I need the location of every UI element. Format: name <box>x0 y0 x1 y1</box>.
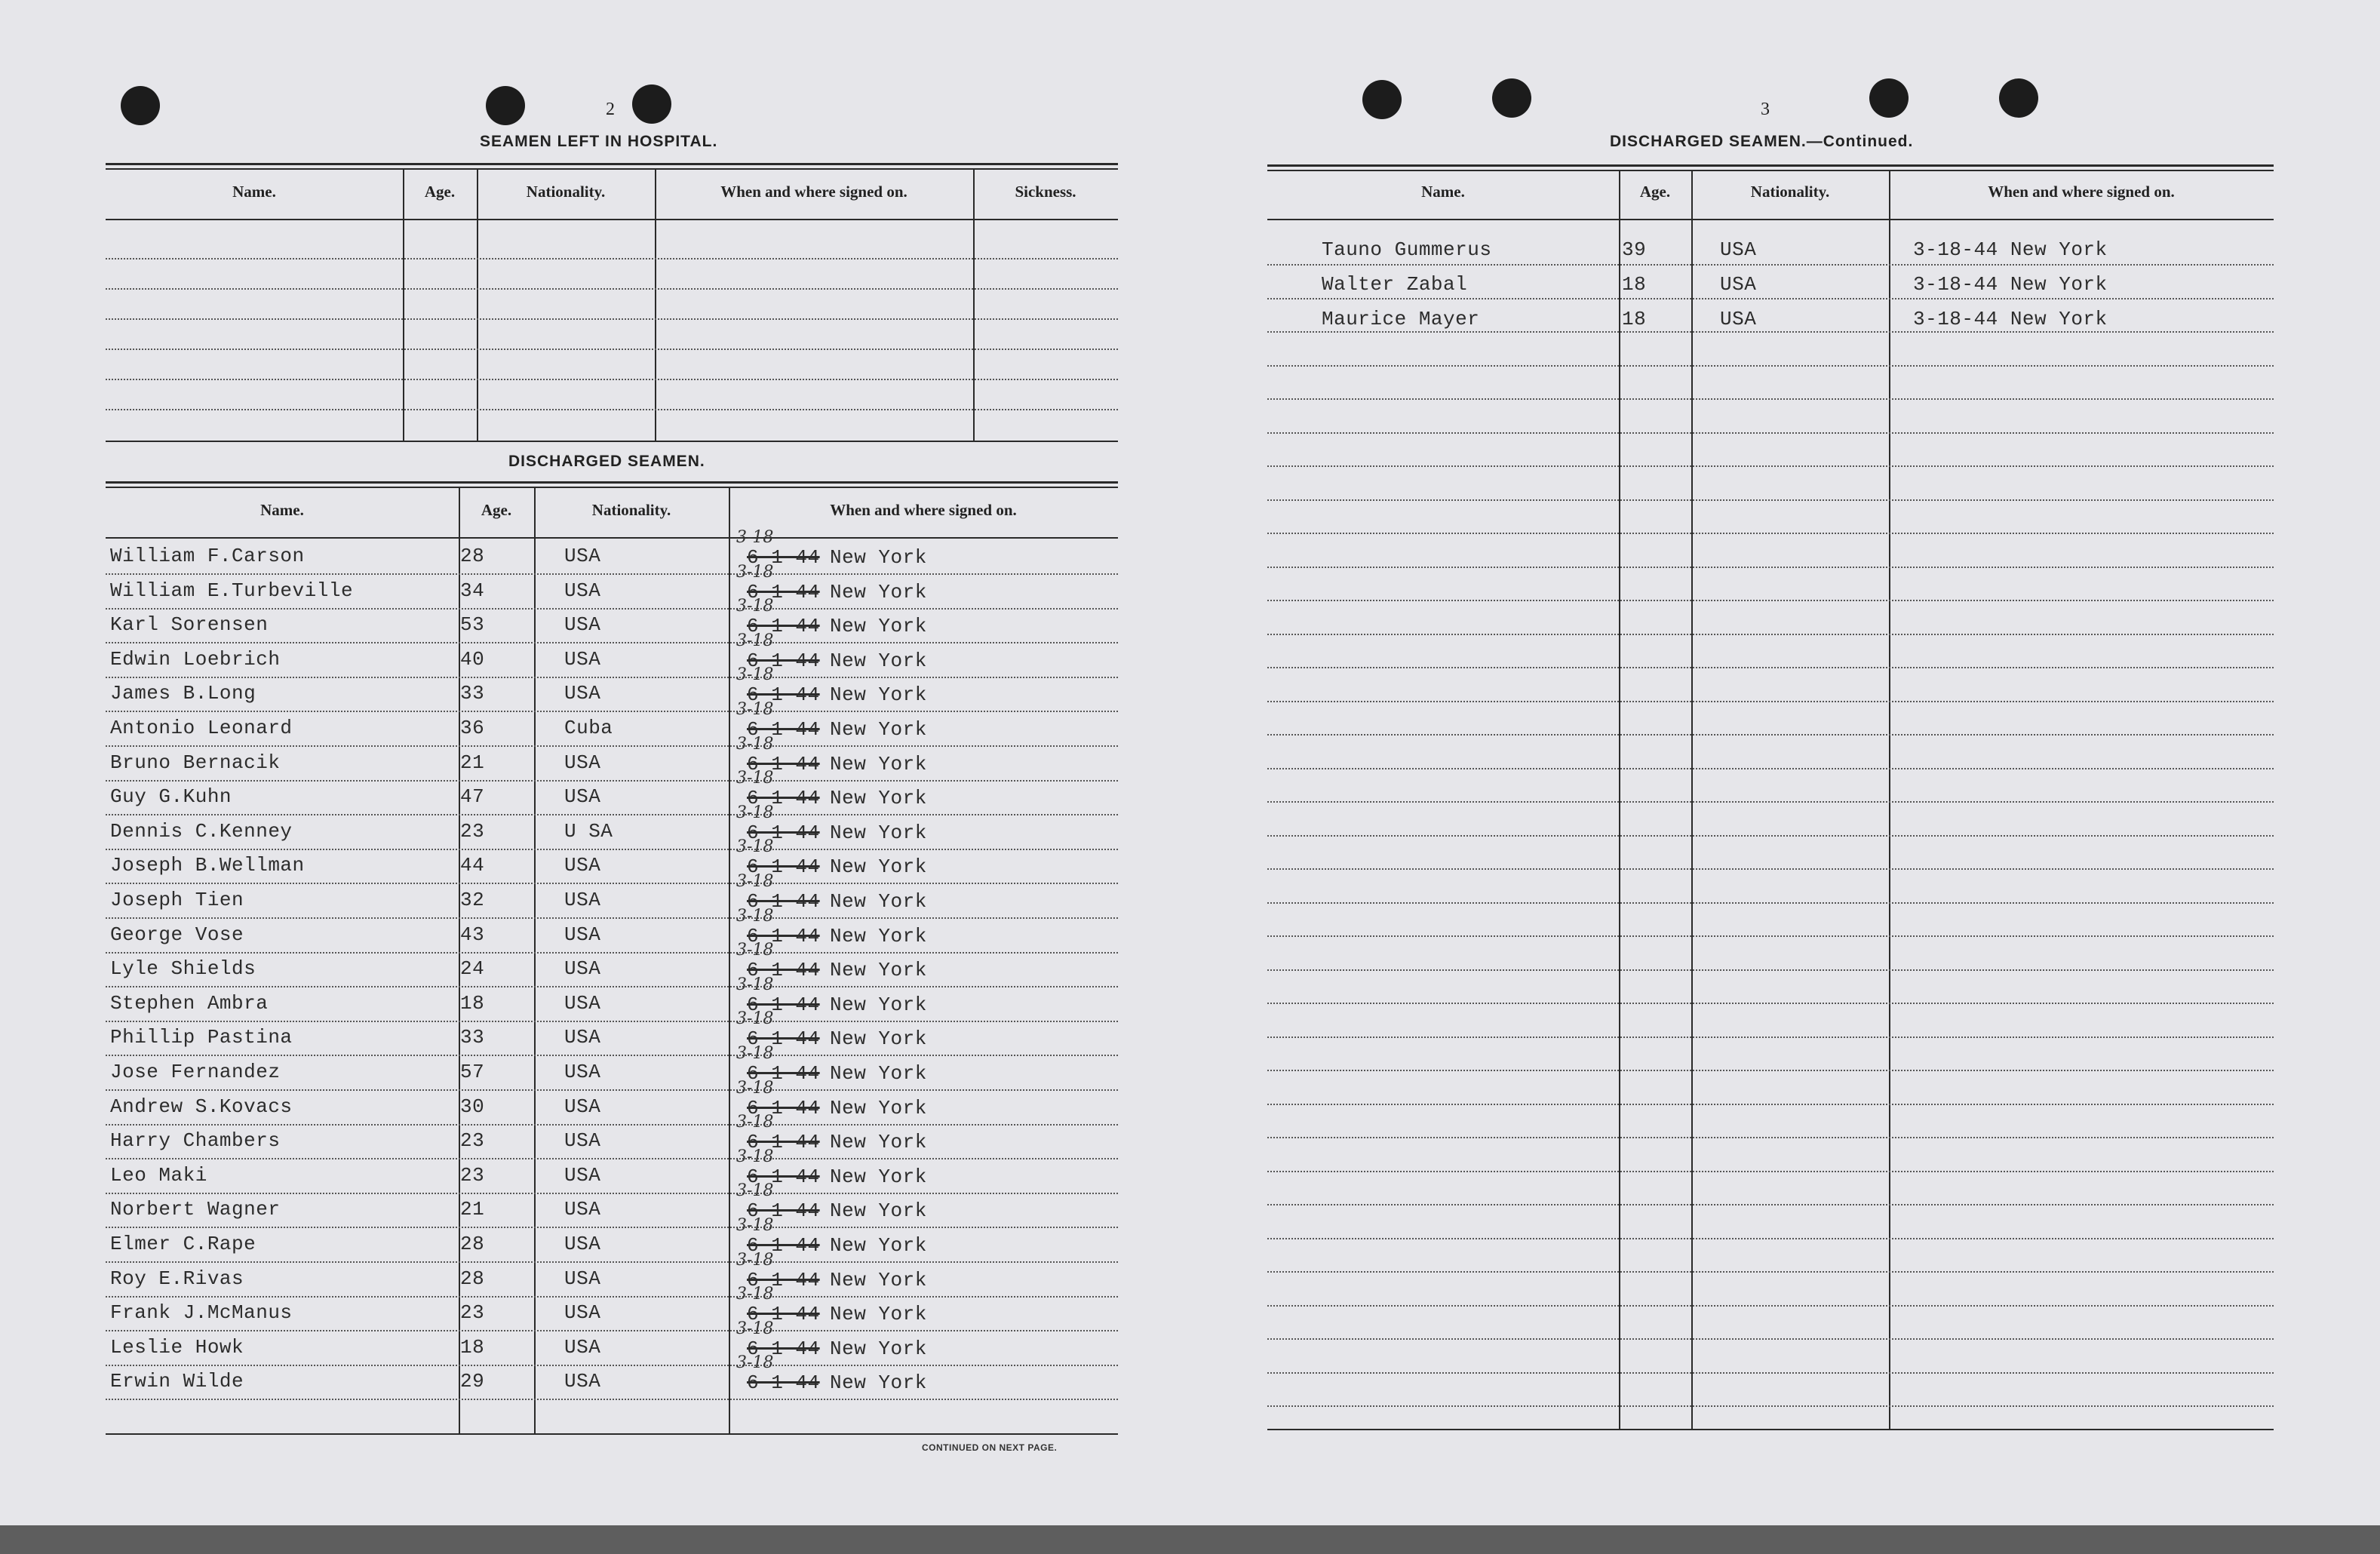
dotted-rule <box>106 883 1118 884</box>
seaman-age: 18 <box>1622 308 1647 330</box>
punch-hole <box>486 86 525 125</box>
handwritten-date: 3-18 <box>736 1009 774 1029</box>
handwritten-date: 3-18 <box>736 837 774 857</box>
seaman-nationality: USA <box>564 647 601 671</box>
struck-date: 6-1-44 <box>747 1131 820 1154</box>
seaman-age: 39 <box>1622 238 1647 261</box>
signed-place: New York <box>830 1234 927 1257</box>
dotted-rule <box>1267 1171 2274 1172</box>
handwritten-date: 3-18 <box>736 631 774 650</box>
dotted-rule <box>1267 331 2274 333</box>
signed-place: New York <box>830 1199 927 1223</box>
right-col-name: Name. <box>1421 183 1465 201</box>
right-col-signed: When and where signed on. <box>1988 183 2175 201</box>
dotted-rule <box>1267 432 2274 434</box>
seaman-name: William E.Turbeville <box>110 579 354 602</box>
handwritten-date: 3-18 <box>736 734 774 754</box>
dotted-rule <box>106 780 1118 782</box>
seaman-age: 21 <box>460 1198 485 1221</box>
dotted-rule <box>1267 398 2274 400</box>
seaman-nationality: USA <box>564 682 601 705</box>
dotted-rule <box>106 814 1118 815</box>
dotted-rule <box>1267 868 2274 870</box>
page-number-right: 3 <box>1761 100 1770 119</box>
dotted-rule <box>1267 298 2274 299</box>
seaman-nationality: USA <box>564 751 601 774</box>
signed-place: New York <box>830 580 927 603</box>
seaman-name: Norbert Wagner <box>110 1198 281 1221</box>
signed-place: New York <box>830 821 927 844</box>
column-rule <box>1691 170 1693 1429</box>
dotted-rule <box>106 1021 1118 1022</box>
seaman-name: George Vose <box>110 923 244 946</box>
dotted-rule <box>106 711 1118 712</box>
punch-hole <box>1869 78 1909 118</box>
dotted-rule <box>1267 734 2274 736</box>
seaman-name: James B.Long <box>110 682 256 705</box>
seaman-nationality: USA <box>564 1026 601 1049</box>
dotted-rule <box>1267 902 2274 904</box>
column-rule <box>655 168 656 441</box>
signed-place: New York <box>830 718 927 741</box>
continued-section-title: DISCHARGED SEAMEN.—Continued. <box>1610 133 1914 150</box>
punch-hole <box>1492 78 1531 118</box>
dotted-rule <box>1267 533 2274 534</box>
handwritten-date: 3-18 <box>736 1044 774 1063</box>
dotted-rule <box>1267 701 2274 702</box>
dotted-rule <box>106 1193 1118 1194</box>
seaman-name: Leo Maki <box>110 1163 207 1187</box>
seaman-age: 47 <box>460 785 485 809</box>
struck-date: 6-1-44 <box>747 924 820 947</box>
struck-date: 6-1-44 <box>747 752 820 775</box>
seaman-name: Dennis C.Kenney <box>110 819 293 843</box>
handwritten-date: 3-18 <box>736 1319 774 1338</box>
seaman-name: William F.Carson <box>110 545 305 567</box>
seaman-nationality: USA <box>564 1267 601 1290</box>
discharged-col-age: Age. <box>481 501 512 519</box>
dotted-rule <box>106 379 1118 380</box>
column-rule <box>477 168 478 441</box>
signed-place: New York <box>830 683 927 707</box>
signed-place: New York <box>830 1027 927 1051</box>
seaman-nationality: USA <box>564 889 601 911</box>
signed-place: New York <box>830 993 927 1016</box>
seaman-age: 53 <box>460 613 485 637</box>
seaman-age: 23 <box>460 1301 485 1325</box>
right-col-nationality: Nationality. <box>1750 183 1830 201</box>
discharged-col-signed: When and where signed on. <box>830 501 1017 519</box>
seaman-nationality: USA <box>564 1370 601 1393</box>
dotted-rule <box>1267 935 2274 937</box>
seaman-age: 36 <box>460 717 485 739</box>
handwritten-date: 3-18 <box>736 1216 774 1235</box>
seaman-nationality: USA <box>1720 308 1757 330</box>
signed-place: New York <box>830 615 927 638</box>
signed-place: New York <box>830 546 927 569</box>
struck-date: 6-1-44 <box>747 580 820 603</box>
seaman-nationality: USA <box>564 545 601 567</box>
seaman-name: Elmer C.Rape <box>110 1233 256 1255</box>
seaman-nationality: USA <box>564 957 601 981</box>
seaman-name: Frank J.McManus <box>110 1301 293 1325</box>
struck-date: 6-1-44 <box>747 1268 820 1291</box>
column-rule <box>534 487 536 1433</box>
punch-hole <box>121 86 160 125</box>
dotted-rule <box>1267 1405 2274 1407</box>
punch-hole <box>632 84 671 124</box>
seaman-name: Guy G.Kuhn <box>110 785 232 809</box>
dotted-rule <box>106 1296 1118 1298</box>
struck-date: 6-1-44 <box>747 1303 820 1326</box>
seaman-name: Edwin Loebrich <box>110 647 281 671</box>
seaman-age: 33 <box>460 682 485 705</box>
seaman-nationality: USA <box>564 785 601 809</box>
seaman-age: 33 <box>460 1026 485 1049</box>
hospital-col-age: Age. <box>424 183 456 201</box>
struck-date: 6-1-44 <box>747 1027 820 1051</box>
dotted-rule <box>1267 969 2274 971</box>
dotted-rule <box>1267 365 2274 367</box>
signed-place: New York <box>830 1337 927 1360</box>
seaman-name: Walter Zabal <box>1322 273 1468 296</box>
dotted-rule <box>1267 801 2274 803</box>
hospital-col-sickness: Sickness. <box>1015 183 1076 201</box>
dotted-rule <box>106 409 1118 410</box>
seaman-age: 40 <box>460 647 485 671</box>
dotted-rule <box>106 1055 1118 1056</box>
struck-date: 6-1-44 <box>747 959 820 982</box>
dotted-rule <box>106 258 1118 260</box>
handwritten-date: 3-18 <box>736 872 774 891</box>
seaman-nationality: USA <box>564 923 601 946</box>
continued-note: CONTINUED ON NEXT PAGE. <box>922 1442 1058 1453</box>
discharged-col-name: Name. <box>260 501 304 519</box>
handwritten-date: 3-18 <box>736 700 774 719</box>
signed-place: New York <box>830 855 927 879</box>
seaman-nationality: USA <box>564 991 601 1015</box>
seaman-name: Bruno Bernacik <box>110 751 281 774</box>
seaman-nationality: USA <box>564 1095 601 1118</box>
signed-place: New York <box>830 1062 927 1085</box>
dotted-rule <box>106 986 1118 987</box>
seaman-name: Lyle Shields <box>110 957 256 981</box>
dotted-rule <box>1267 1070 2274 1071</box>
punch-hole <box>1999 78 2038 118</box>
seaman-age: 18 <box>460 1335 485 1359</box>
seaman-nationality: USA <box>1720 273 1757 296</box>
dotted-rule <box>106 608 1118 610</box>
dotted-rule <box>1267 1271 2274 1273</box>
hospital-col-name: Name. <box>232 183 276 201</box>
dotted-rule <box>1267 1204 2274 1205</box>
seaman-age: 32 <box>460 889 485 911</box>
dotted-rule <box>1267 264 2274 266</box>
column-rule <box>403 168 404 441</box>
dotted-rule <box>1267 465 2274 467</box>
hospital-section-title: SEAMEN LEFT IN HOSPITAL. <box>480 133 718 150</box>
seaman-age: 23 <box>460 819 485 843</box>
dotted-rule <box>1267 1137 2274 1138</box>
seaman-age: 18 <box>1622 273 1647 296</box>
seaman-age: 24 <box>460 957 485 981</box>
signed-date-place: 3-18-44 New York <box>1913 238 2108 261</box>
seaman-age: 28 <box>460 1267 485 1290</box>
dotted-rule <box>106 1261 1118 1263</box>
seaman-age: 29 <box>460 1370 485 1393</box>
seaman-age: 21 <box>460 751 485 774</box>
dotted-rule <box>106 952 1118 954</box>
signed-place: New York <box>830 1371 927 1395</box>
dotted-rule <box>1267 1104 2274 1105</box>
dotted-rule <box>1267 667 2274 668</box>
struck-date: 6-1-44 <box>747 1337 820 1360</box>
handwritten-date: 3-18 <box>736 562 774 582</box>
discharged-col-nationality: Nationality. <box>591 501 671 519</box>
signed-date-place: 3-18-44 New York <box>1913 308 2108 330</box>
handwritten-date: 3-18 <box>736 665 774 685</box>
dotted-rule <box>1267 1238 2274 1239</box>
signed-place: New York <box>830 1268 927 1291</box>
handwritten-date: 3-18 <box>736 1285 774 1304</box>
hospital-col-nationality: Nationality. <box>526 183 606 201</box>
handwritten-date: 3-18 <box>736 1147 774 1166</box>
dotted-rule <box>1267 768 2274 769</box>
struck-date: 6-1-44 <box>747 1199 820 1223</box>
handwritten-date: 3-18 <box>736 1113 774 1132</box>
handwritten-date: 3-18 <box>736 528 774 547</box>
hospital-col-signed: When and where signed on. <box>720 183 907 201</box>
seaman-age: 34 <box>460 579 485 602</box>
handwritten-date: 3-18 <box>736 1181 774 1201</box>
signed-place: New York <box>830 924 927 947</box>
dotted-rule <box>1267 600 2274 601</box>
dotted-rule <box>106 642 1118 643</box>
dotted-rule <box>1267 1372 2274 1374</box>
column-rule <box>1619 170 1620 1429</box>
dotted-rule <box>1267 567 2274 568</box>
signed-place: New York <box>830 1096 927 1119</box>
seaman-nationality: USA <box>564 854 601 877</box>
struck-date: 6-1-44 <box>747 1096 820 1119</box>
column-rule <box>1889 170 1890 1429</box>
right-col-age: Age. <box>1639 183 1671 201</box>
seaman-age: 23 <box>460 1129 485 1153</box>
signed-place: New York <box>830 959 927 982</box>
column-rule <box>729 487 730 1433</box>
seaman-name: Stephen Ambra <box>110 991 269 1015</box>
signed-place: New York <box>830 752 927 775</box>
page-number-left: 2 <box>606 100 615 119</box>
struck-date: 6-1-44 <box>747 890 820 913</box>
seaman-name: Phillip Pastina <box>110 1026 293 1049</box>
seaman-nationality: Cuba <box>564 717 613 739</box>
seaman-name: Jose Fernandez <box>110 1061 281 1083</box>
seaman-nationality: USA <box>564 1233 601 1255</box>
dotted-rule <box>1267 1305 2274 1307</box>
signed-place: New York <box>830 787 927 810</box>
dotted-rule <box>106 1365 1118 1366</box>
seaman-name: Leslie Howk <box>110 1335 244 1359</box>
struck-date: 6-1-44 <box>747 787 820 810</box>
seaman-nationality: USA <box>564 1163 601 1187</box>
dotted-rule <box>106 677 1118 678</box>
handwritten-date: 3-18 <box>736 975 774 994</box>
dotted-rule <box>106 745 1118 747</box>
handwritten-date: 3-18 <box>736 1078 774 1098</box>
dotted-rule <box>106 1399 1118 1400</box>
seaman-age: 44 <box>460 854 485 877</box>
dotted-rule <box>106 573 1118 575</box>
seaman-age: 43 <box>460 923 485 946</box>
signed-place: New York <box>830 890 927 913</box>
punch-hole <box>1362 80 1402 119</box>
dotted-rule <box>106 1330 1118 1331</box>
struck-date: 6-1-44 <box>747 683 820 707</box>
struck-date: 6-1-44 <box>747 1234 820 1257</box>
seaman-age: 30 <box>460 1095 485 1118</box>
signed-place: New York <box>830 1131 927 1154</box>
dotted-rule <box>106 917 1118 919</box>
seaman-nationality: USA <box>564 579 601 602</box>
discharged-section-title: DISCHARGED SEAMEN. <box>508 453 705 470</box>
handwritten-date: 3-18 <box>736 769 774 788</box>
struck-date: 6-1-44 <box>747 546 820 569</box>
dotted-rule <box>106 1089 1118 1091</box>
handwritten-date: 3-18 <box>736 906 774 926</box>
struck-date: 6-1-44 <box>747 649 820 672</box>
struck-date: 6-1-44 <box>747 993 820 1016</box>
seaman-nationality: USA <box>1720 238 1757 261</box>
seaman-age: 28 <box>460 1233 485 1255</box>
seaman-nationality: USA <box>564 613 601 637</box>
seaman-name: Karl Sorensen <box>110 613 269 637</box>
dotted-rule <box>1267 499 2274 501</box>
signed-date-place: 3-18-44 New York <box>1913 273 2108 296</box>
handwritten-date: 3-18 <box>736 597 774 616</box>
dotted-rule <box>106 849 1118 850</box>
dotted-rule <box>106 1158 1118 1159</box>
handwritten-date: 3-18 <box>736 941 774 960</box>
seaman-nationality: U SA <box>564 819 613 843</box>
column-rule <box>973 168 975 441</box>
scan-border <box>0 1525 2380 1554</box>
dotted-rule <box>106 1124 1118 1126</box>
dotted-rule <box>1267 634 2274 635</box>
signed-place: New York <box>830 649 927 672</box>
seaman-name: Erwin Wilde <box>110 1370 244 1393</box>
dotted-rule <box>106 349 1118 350</box>
dotted-rule <box>106 1227 1118 1228</box>
handwritten-date: 3-18 <box>736 1250 774 1270</box>
signed-place: New York <box>830 1165 927 1188</box>
dotted-rule <box>1267 1003 2274 1004</box>
seaman-name: Andrew S.Kovacs <box>110 1095 293 1118</box>
dotted-rule <box>1267 1037 2274 1038</box>
dotted-rule <box>1267 835 2274 837</box>
dotted-rule <box>106 288 1118 290</box>
seaman-name: Roy E.Rivas <box>110 1267 244 1290</box>
seaman-nationality: USA <box>564 1301 601 1325</box>
dotted-rule <box>106 318 1118 320</box>
seaman-nationality: USA <box>564 1061 601 1083</box>
struck-date: 6-1-44 <box>747 615 820 638</box>
struck-date: 6-1-44 <box>747 1165 820 1188</box>
seaman-nationality: USA <box>564 1335 601 1359</box>
seaman-nationality: USA <box>564 1198 601 1221</box>
seaman-age: 28 <box>460 545 485 567</box>
signed-place: New York <box>830 1303 927 1326</box>
seaman-name: Tauno Gummerus <box>1322 238 1492 261</box>
seaman-age: 23 <box>460 1163 485 1187</box>
seaman-nationality: USA <box>564 1129 601 1153</box>
dotted-rule <box>1267 1338 2274 1340</box>
seaman-name: Antonio Leonard <box>110 717 293 739</box>
seaman-age: 57 <box>460 1061 485 1083</box>
handwritten-date: 3-18 <box>736 803 774 822</box>
struck-date: 6-1-44 <box>747 855 820 879</box>
struck-date: 6-1-44 <box>747 821 820 844</box>
handwritten-date: 3-18 <box>736 1353 774 1373</box>
seaman-name: Joseph B.Wellman <box>110 854 305 877</box>
seaman-name: Harry Chambers <box>110 1129 281 1153</box>
seaman-age: 18 <box>460 991 485 1015</box>
seaman-name: Joseph Tien <box>110 889 244 911</box>
struck-date: 6-1-44 <box>747 1062 820 1085</box>
struck-date: 6-1-44 <box>747 718 820 741</box>
seaman-name: Maurice Mayer <box>1322 308 1480 330</box>
struck-date: 6-1-44 <box>747 1371 820 1395</box>
